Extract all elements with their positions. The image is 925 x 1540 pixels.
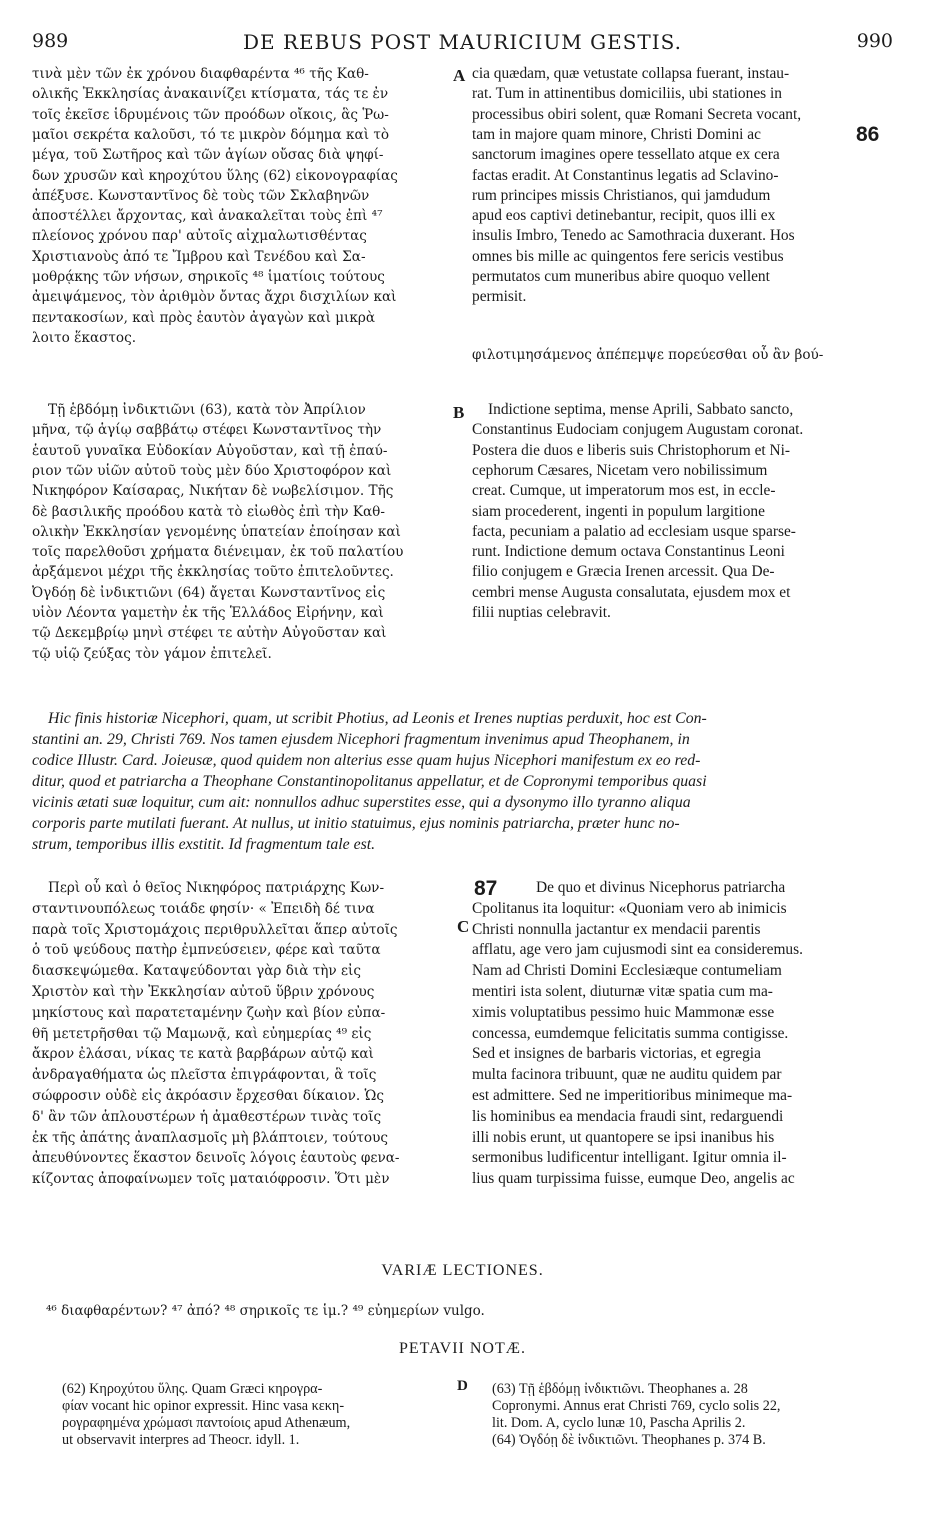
- text-line: ἐκ τῆς ἀπάτης ἀναπλασμοῖς μὴ βλάπτοιεν, τούτους: [32, 1129, 388, 1146]
- text-line: τῷ Δεκεμβρίῳ μηνὶ στέφει τε αὐτὴν Αὐγοῦσταν καὶ: [32, 625, 387, 642]
- text-line: Nam ad Christi Domini Ecclesiæque contumeliam: [472, 962, 782, 980]
- greek-column-middle: [32, 400, 450, 670]
- margin-letter-a: A: [453, 66, 466, 85]
- text-line: Χριστιανοὺς ἀπό τε Ἴμβρου καὶ Τενέδου καὶ Σα-: [32, 248, 366, 265]
- text-line: Copronymi. Annus erat Christi 769, cyclo solis 22,: [492, 1398, 781, 1414]
- text-line: Postera die duos e liberis suis Christophorum et Ni-: [472, 441, 791, 459]
- text-line: sermonibus ludificentur intelligant. Igitur omnia il-: [472, 1149, 787, 1167]
- text-line: διασκεψώμεθα. Καταψεύδονται γὰρ διὰ τὴν εἰς: [32, 963, 361, 980]
- text-line: ἀνδραγαθήματα ὡς πλεῖστα ἐπιγράφονται, ἃ τοῖς: [32, 1067, 377, 1084]
- page-number-left: 989: [32, 30, 69, 52]
- text-line: τινὰ μὲν τῶν ἐκ χρόνου διαφθαρέντα ⁴⁶ τῆς Καθ-: [32, 66, 369, 82]
- text-line: σώφροσιν οὐδὲ εἰς ἀκρόασιν ἔρχεσθαι δίκαιον. Ὡς: [32, 1088, 384, 1104]
- variae-heading: VARIÆ LECTIONES.: [381, 1262, 544, 1279]
- text-line: filio conjugem e Græcia Irenen arcessit. Qua De-: [472, 563, 775, 581]
- text-line: illi nobis erunt, ut quantopere se ipsi inanibus his: [472, 1128, 775, 1146]
- text-line: δ' ἂν τῶν ἁπλουστέρων ἡ ἀμαθεστέρων τινὰς τοῖς: [32, 1108, 382, 1125]
- text-line: πεντακοσίων, καὶ πρὸς ἑαυτὸν ἀγαγὼν καὶ μικρὰ: [32, 309, 376, 326]
- text-line: omnes bis mille ac quingentos fere sericis vestibus: [472, 247, 784, 265]
- latin-column-middle: [472, 400, 890, 630]
- text-line: Περὶ οὗ καὶ ὁ θεῖος Νικηφόρος πατριάρχης Κων-: [48, 880, 385, 896]
- latin-column-bottom: [472, 878, 890, 1188]
- text-line: facta, pecuniam a palatio ad ecclesiam usque sparse-: [472, 522, 796, 540]
- text-line: τοῖς ἐκεῖσε ἱδρυμένοις τῶν προόδων οἴκοις, ἃς Ῥω-: [32, 106, 389, 123]
- text-line: θῆ μετετρῆσθαι τῷ Μαμωνᾷ, καὶ εὐημερίας ⁴⁹ εἰς: [32, 1025, 372, 1042]
- greek-continuation-line: φιλοτιμησάμενος ἀπέπεμψε πορεύεσθαι οὗ ἂν βού-: [472, 347, 824, 363]
- text-line: ὁ τοῦ ψεύδους πατὴρ ἐμπνεύσειεν, φέρε καὶ ταῦτα: [32, 942, 381, 959]
- text-line: lis hominibus ea mendacia fraudi sint, redarguendi: [472, 1107, 784, 1125]
- text-line: σταντινουπόλεως τοιάδε φησίν· « Ἐπειδὴ δέ τινα: [32, 900, 375, 917]
- margin-letter-d: D: [457, 1378, 468, 1394]
- greek-column-top: [32, 64, 450, 354]
- text-line: δὲ βασιλικῆς προόδου κατὰ τὸ εἰωθὸς ἐπὶ τὴν Καθ-: [32, 503, 385, 520]
- text-line: Hic finis historiæ Nicephori, quam, ut scribit Photius, ad Leonis et Irenes nuptias perduxit, hoc est Con-: [48, 710, 707, 727]
- text-line: δων χρυσῶν καὶ κηροχύτου ὕλης (62) εἰκονογραφίας: [32, 167, 398, 184]
- text-line: ἀρξάμενοι μέχρι τῆς ἐκκλησίας τοῦτο ἐπιτελοῦντες.: [32, 564, 394, 581]
- text-line: runt. Indictione demum octava Constantinus Leoni: [472, 543, 785, 561]
- variae-text: ⁴⁶ διαφθαρέντων? ⁴⁷ ἀπό? ⁴⁸ σηρικοῖς τε ἱμ.? ⁴⁹ εὐημερίων vulgo.: [46, 1303, 485, 1319]
- text-line: Christi nonnulla jactantur ex mendacii parentis: [472, 920, 761, 938]
- text-line: codice Illustr. Card. Joieusæ, quod quidem non alterius esse quam hujus Nicephori manifestum ex eo red-: [32, 752, 701, 769]
- text-line: Sed et insignes de barbaris victorias, et egregia: [472, 1045, 761, 1063]
- text-line: rat. Tum in attinentibus domiciliis, ubi stationes in: [472, 85, 782, 103]
- text-line: (63) Τῇ ἑβδόμῃ ἰνδικτιῶνι. Theophanes a. 28: [492, 1381, 748, 1397]
- text-line: Τῇ ἑβδόμῃ ἰνδικτιῶνι (63), κατὰ τὸν Ἀπρίλιον: [48, 402, 366, 418]
- text-line: tam in majore quam minore, Christi Domini ac: [472, 125, 761, 143]
- text-line: corporis parte mutilati fuerant. At nullus, ut initio statuimus, ejus nominis patriarcha, præter hunc no-: [32, 815, 680, 832]
- text-line: multa facinora tribuunt, quæ ne auditu quidem par: [472, 1066, 782, 1084]
- text-line: sanctorum imagines opere tessellato atque ex cera: [472, 146, 780, 164]
- text-line: est admittere. Sed ne imperitioribus minimeque ma-: [472, 1087, 793, 1104]
- text-line: ἀπευθύνοντες ἕκαστον δεινοῖς λόγοις ἑαυτοὺς φενα-: [32, 1150, 400, 1167]
- text-line: cia quædam, quæ vetustate collapsa fuerant, instau-: [472, 65, 790, 82]
- text-line: ριον τῶν υἱῶν αὐτοῦ τοὺς μὲν δύο Χριστοφόρον καὶ: [32, 462, 392, 479]
- text-line: permutatos cum muneribus abire quoquo vellent: [472, 268, 770, 285]
- text-line: insulis Imbro, Tenedo ac Samothracia duxerant. Hos: [472, 227, 795, 245]
- margin-letter-c: C: [457, 917, 470, 936]
- text-line: ρογραφημένα χρώμασι παντοίοις apud Athenæum,: [62, 1415, 351, 1431]
- margin-letter-b: B: [453, 403, 465, 422]
- petavii-notes-right: [492, 1381, 892, 1451]
- text-line: lius quam turpissima fuisse, eumque Deo, angelis ac: [472, 1170, 795, 1188]
- latin-column-top: [472, 64, 890, 314]
- text-line: μέγα, τοῦ Σωτῆρος καὶ τῶν ἁγίων οὔσας διὰ ψηφί-: [32, 147, 384, 164]
- text-line: lit. Dom. A, cyclo lunæ 10, Pascha Aprilis 2.: [492, 1415, 746, 1431]
- text-line: concessa, eumdemque felicitatis summa contigisse.: [472, 1024, 789, 1042]
- running-header: [32, 30, 893, 56]
- text-line: cephorum Cæsares, Nicetam vero nobilissimum: [472, 461, 768, 479]
- text-line: Ὀγδόῃ δὲ ἰνδικτιῶνι (64) ἄγεται Κωνσταντῖνος εἰς: [32, 584, 386, 601]
- text-line: μῆνα, τῷ ἁγίῳ σαββάτῳ στέφει Κωνσταντῖνος τὴν: [32, 422, 382, 439]
- text-line: τοῖς παρελθοῦσι χρήματα διένειμαν, ἐκ τοῦ παλατίου: [32, 544, 404, 561]
- text-line: rum principes missis Christianos, qui jamdudum: [472, 186, 771, 204]
- editorial-note: [32, 708, 892, 858]
- text-line: παρὰ τοῖς Χριστομάχοις περιθρυλλεῖται ἅπερ αὐτοῖς: [32, 921, 398, 938]
- text-line: φίαν vocant hic opinor expressit. Hinc vasa κεκη-: [62, 1398, 345, 1414]
- text-line: Νικηφόρον Καίσαρας, Νικήταν δὲ νωβελίσιμον. Τῆς: [32, 483, 394, 500]
- text-line: ἀποστέλλει ἄρχοντας, καὶ ἀνακαλεῖται τοὺς ἐπὶ ⁴⁷: [32, 208, 383, 225]
- greek-column-bottom: [32, 878, 450, 1188]
- text-line: processibus obiri solent, quæ Romani Secreta vocant,: [472, 105, 802, 123]
- margin-number-87: 87: [474, 877, 498, 900]
- text-line: vicinis ætati suæ loquitur, cum ait: nonnullos adhuc superstites esse, qui a dysonymo illo tyranno aliqua: [32, 794, 691, 811]
- text-line: permisit.: [472, 288, 527, 306]
- text-line: τῷ υἱῷ ζεύξας τὸν γάμον ἐπιτελεῖ.: [32, 645, 272, 662]
- text-line: Indictione septima, mense Aprili, Sabbato sancto,: [488, 401, 794, 418]
- text-line: ximis voluptatibus pessimo huic Mammonæ esse: [472, 1003, 775, 1021]
- text-line: υἱὸν Λέοντα γαμετὴν ἐκ τῆς Ἑλλάδος Εἰρήνην, καὶ: [32, 605, 384, 621]
- text-line: (64) Ὀγδόῃ δὲ ἰνδικτιῶνι. Theophanes p. 374 B.: [492, 1432, 766, 1448]
- text-line: ολικῆς Ἐκκλησίας ἀνακαινίζει κτίσματα, τάς τε ἐν: [32, 86, 389, 103]
- text-line: De quo et divinus Nicephorus patriarcha: [536, 879, 786, 896]
- text-line: ἀπέξυσε. Κωνσταντῖνος δὲ τοὺς τῶν Σκλαβηνῶν: [32, 187, 370, 204]
- petavii-notes-left: [62, 1381, 462, 1451]
- text-line: πλείονος χρόνου παρ' αὐτοῖς αἰχμαλωτισθέντας: [32, 228, 367, 245]
- text-line: ἑαυτοῦ γυναῖκα Εὐδοκίαν Αὐγοῦσταν, καὶ τῇ ἐπαύ-: [32, 442, 388, 459]
- text-line: creat. Cumque, ut imperatorum mos est, in eccle-: [472, 482, 776, 500]
- text-line: κίζοντας ἀποφαίνωμεν τοῖς ματαιόφροσιν. Ὅτι μὲν: [32, 1171, 390, 1188]
- page-number-right: 990: [856, 30, 893, 52]
- text-line: mentiri ista solent, diuturnæ vitæ spatia cum ma-: [472, 983, 773, 1000]
- text-line: cembri mense Augusta consalutata, ejusdem mox et: [472, 583, 791, 601]
- text-line: ut observavit interpres ad Theocr. idyll. 1.: [62, 1432, 300, 1448]
- text-line: ἄκρον ἐλάσαι, νίκας τε κατὰ βαρβάρων αὐτῷ καὶ: [32, 1046, 374, 1063]
- text-line: filii nuptias celebravit.: [472, 604, 611, 621]
- text-line: ἀμειψάμενος, τὸν ἀριθμὸν ὄντας ἄχρι δισχιλίων καὶ: [32, 289, 397, 306]
- text-line: apud eos captivi detinebantur, recipit, quos illi ex: [472, 207, 776, 225]
- text-line: ditur, quod et patriarcha a Theophane Constantinopolitanus appellatur, et de Copronymi temporibus quasi: [32, 773, 707, 790]
- text-line: strum, temporibus illis exstitit. Id fragmentum tale est.: [32, 836, 376, 853]
- text-line: Χριστὸν καὶ τὴν Ἐκκλησίαν αὐτοῦ ὕβριν χρόνους: [32, 984, 375, 1000]
- text-line: stantini an. 29, Christi 769. Nos tamen ejusdem Nicephori fragmentum invenimus apud Theophanem, in: [32, 731, 690, 748]
- text-line: siam procederent, ingenti in populum largitione: [472, 502, 765, 520]
- text-line: ολικὴν Ἐκκλησίαν γενομένης ὑπατείαν ἐποίησαν καὶ: [32, 523, 401, 540]
- text-line: afflatu, age vero jam cujusmodi sint ea consideremus.: [472, 941, 803, 959]
- text-line: λοιτο ἕκαστος.: [32, 329, 137, 346]
- petavii-heading: PETAVII NOTÆ.: [399, 1340, 526, 1357]
- text-line: μηκίστους καὶ παρατεταμένην ζωὴν καὶ βίον εὐπα-: [32, 1004, 386, 1021]
- text-line: μαῖοι σεκρέτα καλοῦσι, τό τε μικρὸν δόμημα καὶ τὸ: [32, 126, 390, 143]
- text-line: factas eradit. At Constantinus legatis ad Sclavino-: [472, 166, 779, 184]
- text-line: (62) Κηροχύτου ὕλης. Quam Græci κηρογρα-: [62, 1381, 323, 1397]
- running-title: DE REBUS POST MAURICIUM GESTIS.: [242, 30, 682, 54]
- text-line: μοθρᾴκης τῶν νήσων, σηρικοῖς ⁴⁸ ἱματίοις τούτους: [32, 269, 385, 285]
- text-line: Constantinus Eudociam conjugem Augustam coronat.: [472, 421, 804, 439]
- margin-number-86: 86: [856, 123, 880, 146]
- text-line: Cpolitanus ita loquitur: «Quoniam vero ab inimicis: [472, 899, 787, 917]
